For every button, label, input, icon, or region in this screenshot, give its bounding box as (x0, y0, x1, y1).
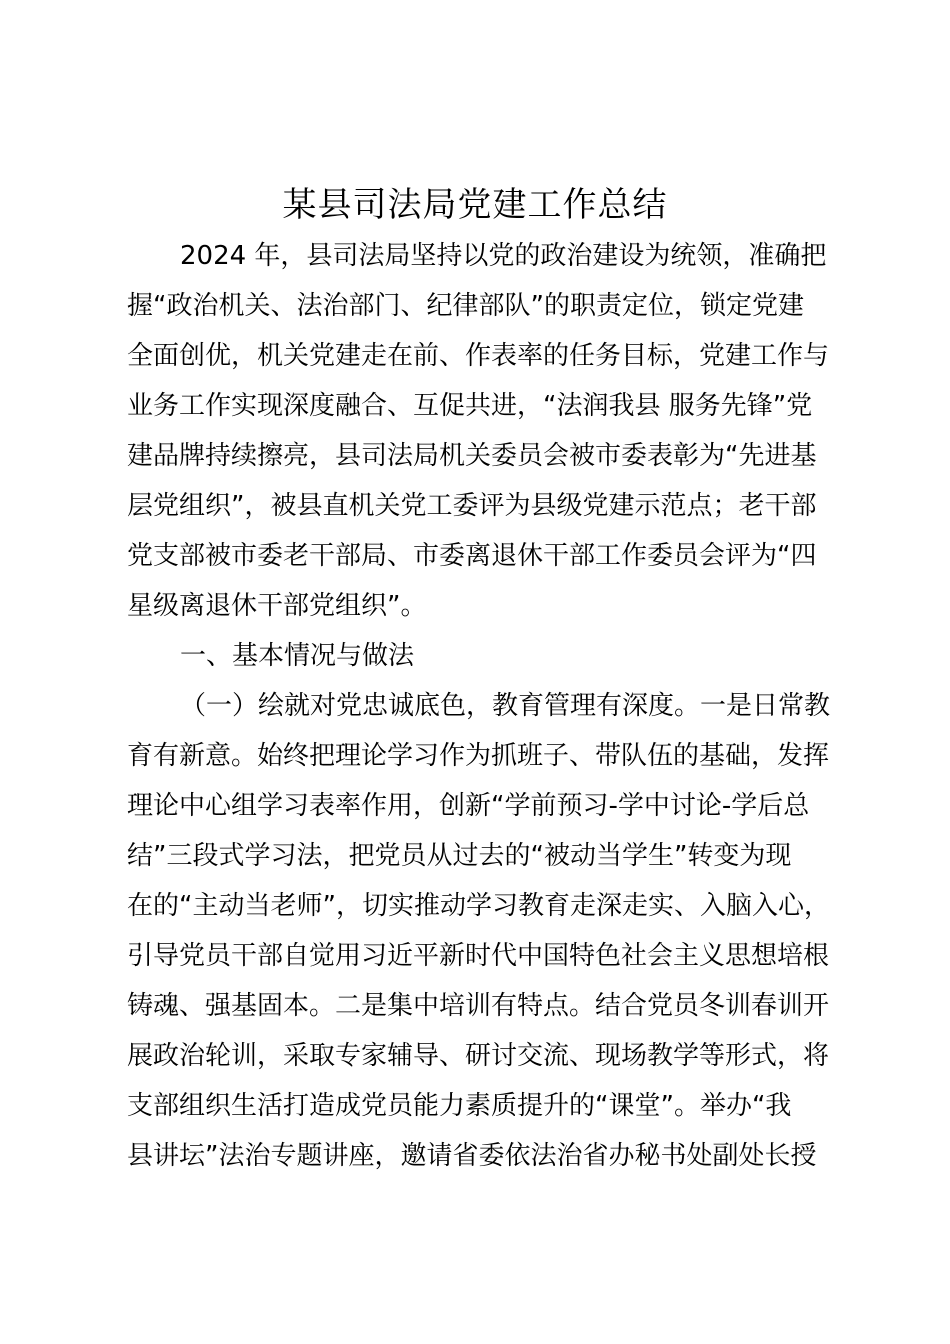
paragraph-1-line-2: 握“政治机关、法治部门、纪律部队”的职责定位，锁定党建 (127, 291, 804, 321)
paragraph-2-line-4: 结”三段式学习法，把党员从过去的“被动当学生”转变为现 (127, 841, 792, 871)
paragraph-1-line-4: 业务工作实现深度融合、互促共进，“法润我县 服务先锋”党 (127, 391, 813, 421)
paragraph-1-line-5: 建品牌持续擦亮，县司法局机关委员会被市委表彰为“先进基 (127, 441, 817, 471)
paragraph-2-line-8: 展政治轮训，采取专家辅导、研讨交流、现场教学等形式，将 (127, 1041, 830, 1071)
paragraph-2-line-1: （一）绘就对党忠诚底色，教育管理有深度。一是日常教 (180, 691, 831, 721)
document-title: 某县司法局党建工作总结 (282, 185, 668, 225)
paragraph-2-line-2: 育有新意。始终把理论学习作为抓班子、带队伍的基础，发挥 (127, 741, 830, 771)
paragraph-2-line-6: 引导党员干部自觉用习近平新时代中国特色社会主义思想培根 (127, 941, 830, 971)
paragraph-1-line-8: 星级离退休干部党组织”。 (127, 591, 427, 621)
paragraph-2-line-5: 在的“主动当老师”，切实推动学习教育走深走实、入脑入心， (127, 891, 830, 921)
paragraph-1-line-6: 层党组织”，被县直机关党工委评为县级党建示范点；老干部 (127, 491, 817, 521)
paragraph-1-line-7: 党支部被市委老干部局、市委离退休干部工作委员会评为“四 (127, 541, 817, 571)
paragraph-1-line-3: 全面创优，机关党建走在前、作表率的任务目标，党建工作与 (127, 341, 830, 371)
paragraph-2-line-3: 理论中心组学习表率作用，创新“学前预习-学中讨论-学后总 (127, 791, 810, 821)
paragraph-2-line-9: 支部组织生活打造成党员能力素质提升的“课堂”。举办“我 (127, 1091, 792, 1121)
paragraph-2-line-10: 县讲坛”法治专题讲座，邀请省委依法治省办秘书处副处长授 (127, 1141, 817, 1171)
paragraph-1-line-1: 2024 年，县司法局坚持以党的政治建设为统领，准确把 (180, 241, 827, 271)
section-heading: 一、基本情况与做法 (180, 641, 415, 671)
paragraph-2-line-7: 铸魂、强基固本。二是集中培训有特点。结合党员冬训春训开 (127, 991, 830, 1021)
